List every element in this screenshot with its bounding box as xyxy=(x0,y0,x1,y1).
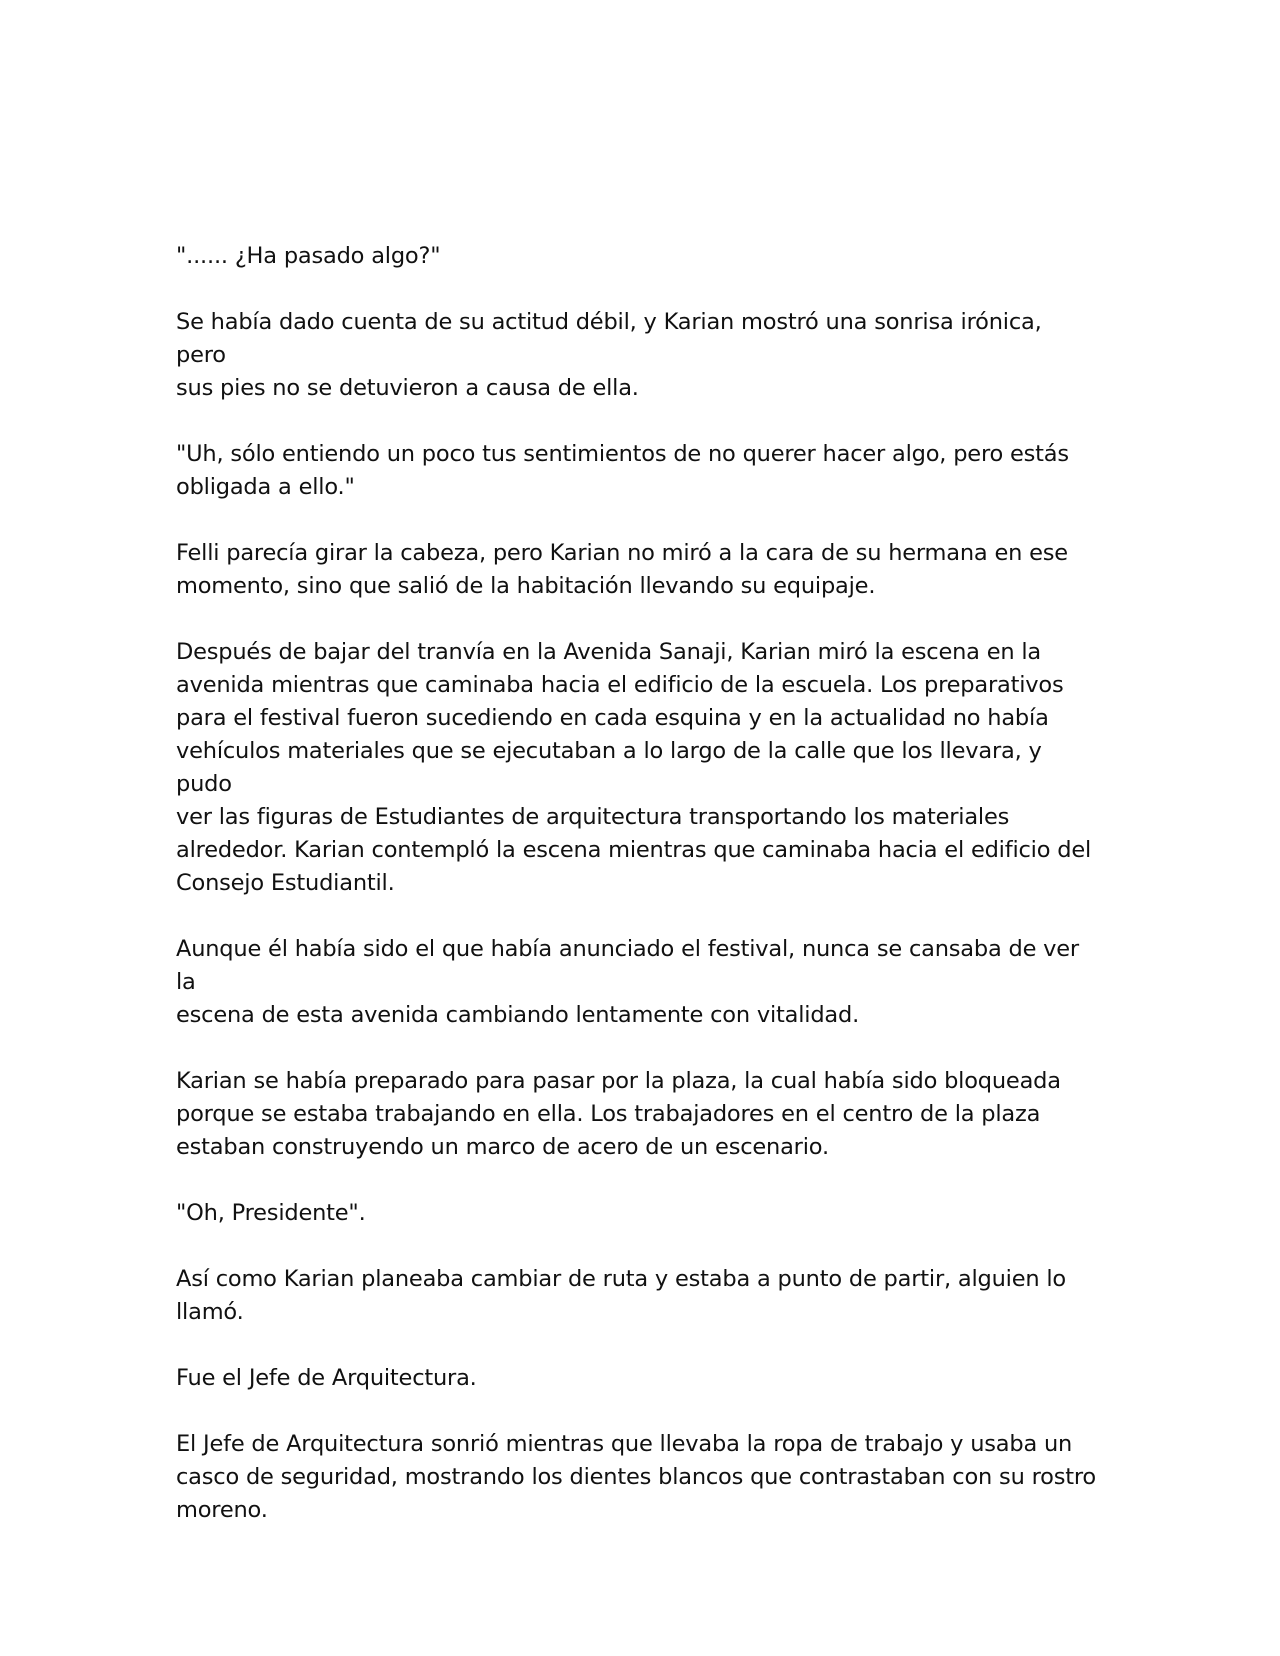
paragraph-9: Así como Karian planeaba cambiar de ruta y estaba a punto de partir, alguien lo llamó. xyxy=(176,1266,1067,1325)
document-body xyxy=(176,240,1096,1560)
paragraph-6: Aunque él había sido el que había anunciado el festival, nunca se cansaba de ver la escena de esta avenida cambiando lentamente con vitalidad. xyxy=(176,936,1079,1028)
paragraph-10: Fue el Jefe de Arquitectura. xyxy=(176,1365,477,1391)
paragraph-7: Karian se había preparado para pasar por la plaza, la cual había sido bloqueada porque se estaba trabajando en ella. Los trabajadores en el centro de la plaza estaban construyendo un marco de acero de un escenario. xyxy=(176,1068,1061,1160)
paragraph-5: Después de bajar del tranvía en la Avenida Sanaji, Karian miró la escena en la avenida mientras que caminaba hacia el edificio de la escuela. Los preparativos para el festival fueron sucediendo en cada esquina y en la actualidad no había vehículos materiales que se ejecutaban a lo largo de la calle que los llevara, y pudo ver las figuras de Estudiantes de arquitectura transportando los materiales alrededor. Karian contempló la escena mientras que caminaba hacia el edificio del Consejo Estudiantil. xyxy=(176,639,1092,896)
paragraph-4: Felli parecía girar la cabeza, pero Karian no miró a la cara de su hermana en ese momento, sino que salió de la habitación llevando su equipaje. xyxy=(176,540,1068,599)
paragraph-8: "Oh, Presidente". xyxy=(176,1200,366,1226)
paragraph-2: Se había dado cuenta de su actitud débil, y Karian mostró una sonrisa irónica, pero sus pies no se detuvieron a causa de ella. xyxy=(176,309,1042,401)
paragraph-11: El Jefe de Arquitectura sonrió mientras que llevaba la ropa de trabajo y usaba un casco de seguridad, mostrando los dientes blancos que contrastaban con su rostro moreno. xyxy=(176,1431,1096,1523)
paragraph-3: "Uh, sólo entiendo un poco tus sentimientos de no querer hacer algo, pero estás obligada a ello." xyxy=(176,441,1069,500)
paragraph-1: "...... ¿Ha pasado algo?" xyxy=(176,243,441,269)
